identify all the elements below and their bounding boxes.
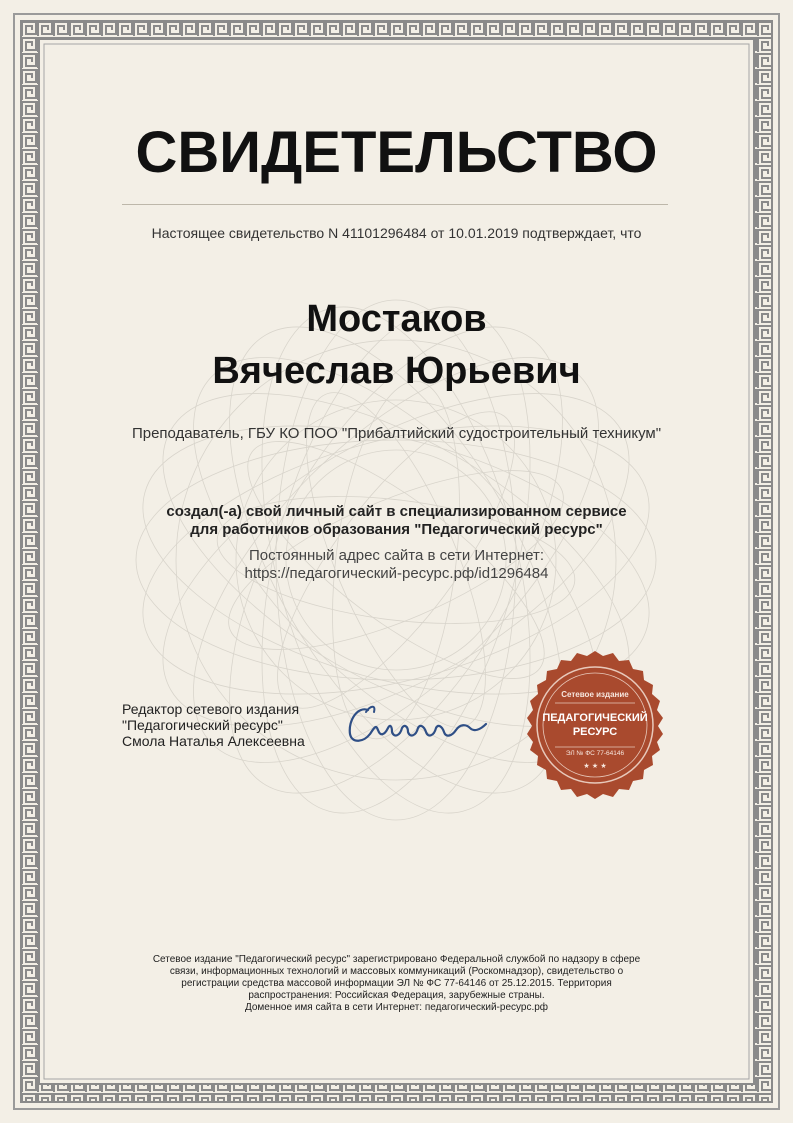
stamp-reg-number: ЭЛ № ФС 77-64146 xyxy=(565,750,625,757)
editor-block xyxy=(122,701,305,749)
legal-footer xyxy=(120,954,673,1014)
recipient-position: Преподаватель, ГБУ КО ПОО "Прибалтийский судостроительный техникум" xyxy=(131,425,662,442)
recipient-surname: Мостаков xyxy=(306,298,487,340)
recipient-name xyxy=(0,293,793,397)
stamp-main-text-1: ПЕДАГОГИЧЕСКИЙ xyxy=(542,712,648,724)
recipient-given-names: Вячеслав Юрьевич xyxy=(212,350,581,392)
footer-line-4: распространения: Российская Федерация, зарубежные страны. xyxy=(248,990,545,1001)
footer-line-2: связи, информационных технологий и массовых коммуникаций (Роскомнадзор), свидетельство о xyxy=(169,966,624,977)
stamp-main-text-2: РЕСУРС xyxy=(572,726,618,738)
title-divider xyxy=(122,204,668,205)
site-address xyxy=(0,547,793,583)
achievement-line-2: для работников образования "Педагогический ресурс" xyxy=(190,521,603,538)
editor-publication: "Педагогический ресурс" xyxy=(122,717,283,733)
achievement-text xyxy=(0,503,793,539)
editor-role: Редактор сетевого издания xyxy=(122,701,300,717)
certificate-title: СВИДЕТЕЛЬСТВО xyxy=(135,120,658,185)
achievement-line-1: создал(-а) свой личный сайт в специализированном сервисе xyxy=(166,503,627,520)
certificate-intro: Настоящее свидетельство N 41101296484 от 10.01.2019 подтверждает, что xyxy=(151,225,642,241)
site-address-url: https://педагогический-ресурс.рф/id1296484 xyxy=(244,565,549,582)
stamp-stars: ★ ★ ★ xyxy=(583,762,607,770)
footer-line-3: регистрации средства массовой информации ЭЛ № ФС 77-64146 от 25.12.2015. Территория xyxy=(181,978,612,989)
footer-line-1: Сетевое издание "Педагогический ресурс" зарегистрировано Федеральной службой по надзору в сфере xyxy=(152,954,641,965)
editor-signature xyxy=(340,690,500,760)
footer-line-5: Доменное имя сайта в сети Интернет: педагогический-ресурс.рф xyxy=(244,1002,549,1013)
editor-name: Смола Наталья Алексеевна xyxy=(122,733,305,749)
publisher-stamp xyxy=(520,650,670,800)
stamp-top-text: Сетевое издание xyxy=(561,690,629,699)
site-address-label: Постоянный адрес сайта в сети Интернет: xyxy=(248,547,545,564)
